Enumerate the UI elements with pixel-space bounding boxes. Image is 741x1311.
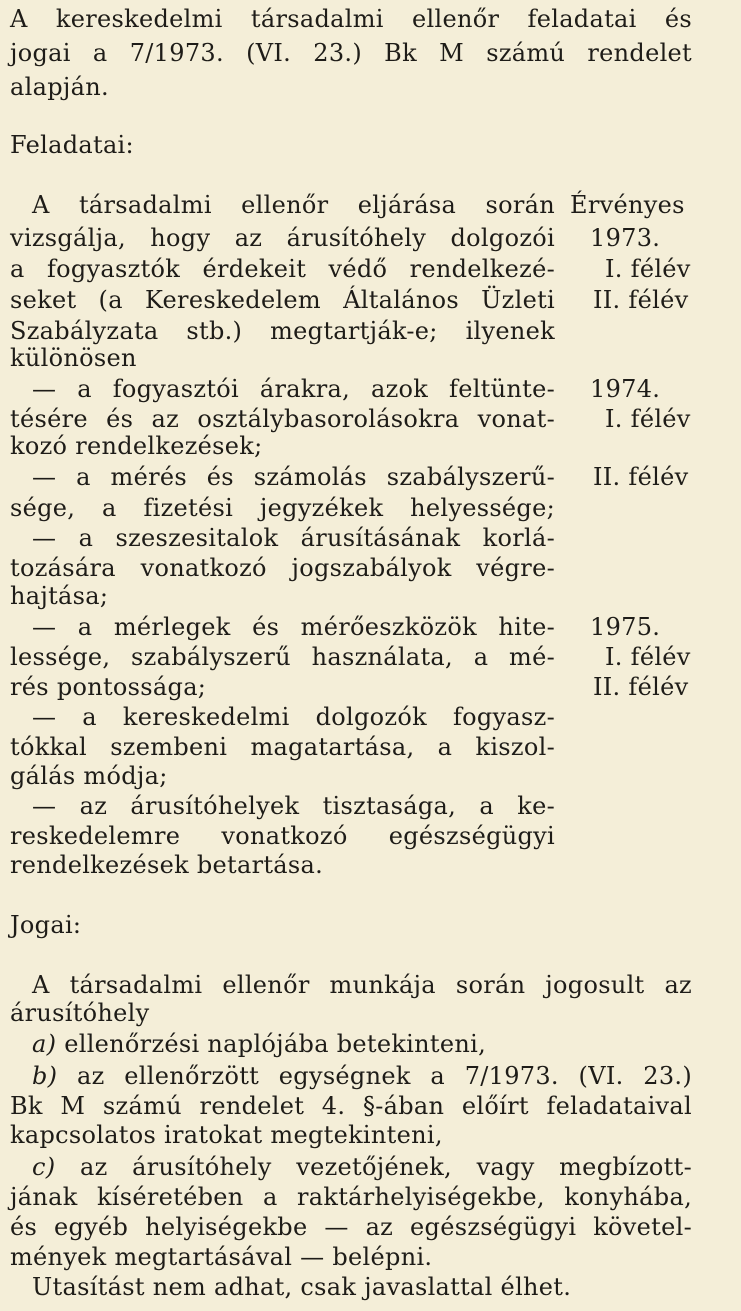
duties-line: tozására vonatkozó jogszabályok végre- bbox=[10, 554, 555, 582]
duties-line: rendelkezések betartása. bbox=[10, 851, 324, 879]
rights-line bbox=[10, 1029, 486, 1059]
duties-line: tókkal szembeni magatartása, a kiszol- bbox=[10, 733, 555, 761]
duties-line: sége, a fizetési jegyzékek helyessége; bbox=[10, 494, 555, 522]
item-letter-a: a) bbox=[32, 1030, 57, 1058]
rights-line: és egyéb helyiségekbe — az egészségügyi követel- bbox=[10, 1213, 692, 1241]
item-b-text: az ellenőrzött egységnek a 7/1973. (VI. 23.) bbox=[77, 1062, 692, 1090]
duties-line: különösen bbox=[10, 344, 137, 372]
rights-line: Bk M számú rendelet 4. §-ában előírt feladataival bbox=[10, 1092, 692, 1120]
duties-line: rés pontossága; bbox=[10, 673, 207, 701]
duties-line: — az árusítóhelyek tisztasága, a ke- bbox=[32, 792, 555, 820]
rights-line: Utasítást nem adhat, csak javaslattal élhet. bbox=[32, 1273, 572, 1301]
duties-line: reskedelemre vonatkozó egészségügyi bbox=[10, 822, 555, 850]
intro-line-3: alapján. bbox=[10, 73, 109, 101]
validity-year: 1974. bbox=[590, 375, 661, 403]
rights-line: A társadalmi ellenőr munkája során jogosult az bbox=[32, 971, 692, 999]
intro-line-2: jogai a 7/1973. (VI. 23.) Bk M számú rendelet bbox=[10, 39, 692, 67]
rights-line: árusítóhely bbox=[10, 999, 150, 1027]
validity-year: 1975. bbox=[590, 613, 661, 641]
rights-line bbox=[10, 1061, 692, 1091]
item-letter-b: b) bbox=[32, 1062, 58, 1090]
duties-line: — a mérlegek és mérőeszközök hite- bbox=[32, 613, 555, 641]
validity-semester: I. félév bbox=[605, 255, 691, 283]
duties-line: hajtása; bbox=[10, 582, 109, 610]
rights-line: jának kíséretében a raktárhelyiségekbe, konyhába, bbox=[10, 1183, 692, 1211]
duties-line: vizsgálja, hogy az árusítóhely dolgozói bbox=[10, 224, 555, 252]
validity-semester: I. félév bbox=[605, 405, 691, 433]
rights-line: kapcsolatos iratokat megtekinteni, bbox=[10, 1121, 443, 1149]
duties-line: — a mérés és számolás szabályszerű- bbox=[32, 463, 555, 491]
duties-line: tésére és az osztálybasorolásokra vonat- bbox=[10, 405, 555, 433]
validity-heading: Érvényes bbox=[570, 191, 685, 219]
duties-line: Szabályzata stb.) megtartják-e; ilyenek bbox=[10, 317, 555, 345]
validity-year: 1973. bbox=[590, 224, 661, 252]
duties-line: — a fogyasztói árakra, azok feltünte- bbox=[32, 375, 555, 403]
rights-line: mények megtartásával — belépni. bbox=[10, 1243, 433, 1271]
validity-semester: II. félév bbox=[593, 286, 689, 314]
validity-semester: II. félév bbox=[593, 673, 689, 701]
duties-line: — a szeszesitalok árusításának korlá- bbox=[32, 524, 555, 552]
intro-line-1: A kereskedelmi társadalmi ellenőr feladatai és bbox=[10, 5, 692, 33]
duties-line: seket (a Kereskedelem Általános Üzleti bbox=[10, 286, 555, 314]
duties-line: gálás módja; bbox=[10, 762, 168, 790]
duties-line: kozó rendelkezések; bbox=[10, 432, 263, 460]
item-a-text: ellenőrzési naplójába betekinteni, bbox=[64, 1030, 487, 1058]
rights-line bbox=[10, 1152, 692, 1182]
duties-heading: Feladatai: bbox=[10, 131, 134, 159]
validity-semester: II. félév bbox=[593, 463, 689, 491]
item-c-text: az árusítóhely vezetőjének, vagy megbízott- bbox=[79, 1153, 692, 1181]
rights-heading: Jogai: bbox=[10, 911, 82, 939]
duties-line: — a kereskedelmi dolgozók fogyasz- bbox=[32, 703, 555, 731]
item-letter-c: c) bbox=[32, 1153, 56, 1181]
duties-line: lessége, szabályszerű használata, a mé- bbox=[10, 643, 555, 671]
validity-semester: I. félév bbox=[605, 643, 691, 671]
duties-line: a fogyasztók érdekeit védő rendelkezé- bbox=[10, 255, 555, 283]
duties-line: A társadalmi ellenőr eljárása során bbox=[32, 191, 555, 219]
